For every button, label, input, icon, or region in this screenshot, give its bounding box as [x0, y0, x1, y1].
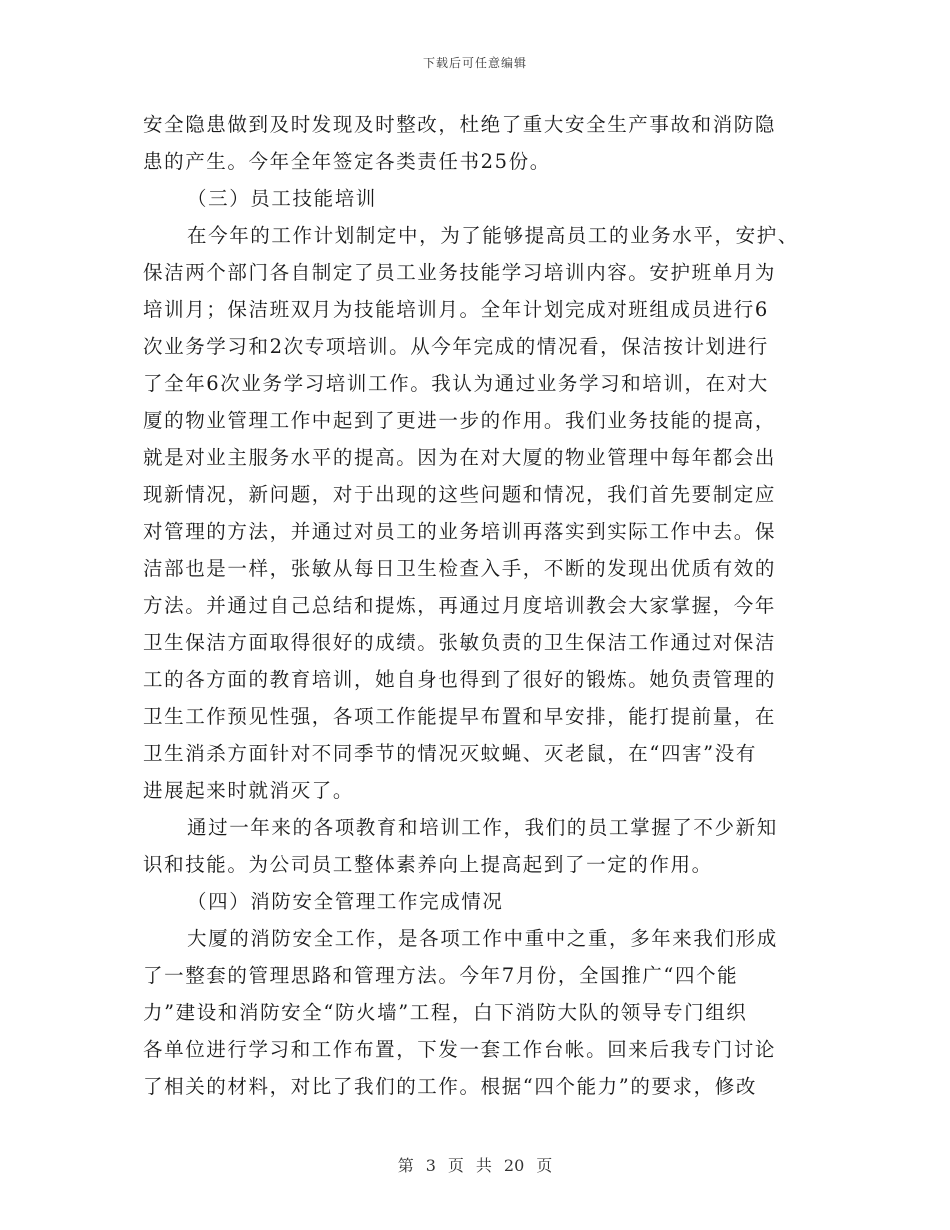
paragraph-line: 洁部也是一样，张敏从每日卫生检查入手，不断的发现出优质有效的 — [143, 557, 777, 580]
paragraph-line: 卫生保洁方面取得很好的成绩。张敏负责的卫生保洁工作通过对保洁 — [143, 631, 777, 654]
paragraph-line: 卫生消杀方面针对不同季节的情况灭蚊蝇、灭老鼠，在“四害”没有 — [143, 742, 757, 765]
paragraph-line: 在今年的工作计划制定中，为了能够提高员工的业务水平，安护、 — [187, 224, 799, 247]
paragraph-line: 患的产生。今年全年签定各类责任书25份。 — [143, 150, 551, 173]
paragraph-line: 方法。并通过自己总结和提炼，再通过月度培训教会大家掌握，今年 — [143, 594, 777, 617]
document-body — [143, 106, 803, 1105]
footer-page-number: 3 — [425, 1156, 436, 1175]
paragraph-line: 了一整套的管理思路和管理方法。今年7月份，全国推广“四个能 — [143, 964, 739, 987]
paragraph-line: 进展起来时就消灭了。 — [143, 779, 355, 802]
footer-total-word: 共 — [475, 1156, 492, 1175]
section-heading: （三）员工技能培训 — [187, 187, 377, 210]
paragraph-line: 力”建设和消防安全“防火墙”工程，白下消防大队的领导专门组织 — [143, 1001, 748, 1024]
paragraph-line: 厦的物业管理工作中起到了更进一步的作用。我们业务技能的提高， — [143, 409, 777, 432]
footer-suffix: 页 — [536, 1156, 553, 1175]
paragraph-line: 现新情况，新问题，对于出现的这些问题和情况，我们首先要制定应 — [143, 483, 777, 506]
section-heading: （四）消防安全管理工作完成情况 — [187, 890, 504, 913]
paragraph-line: 卫生工作预见性强，各项工作能提早布置和早安排，能打提前量，在 — [143, 705, 777, 728]
footer-total-pages: 20 — [503, 1156, 525, 1175]
paragraph-line: 培训月；保洁班双月为技能培训月。全年计划完成对班组成员进行6 — [143, 298, 769, 321]
paragraph-line: 对管理的方法，并通过对员工的业务培训再落实到实际工作中去。保 — [143, 520, 777, 543]
footer-page-word: 页 — [447, 1156, 464, 1175]
paragraph-line: 通过一年来的各项教育和培训工作，我们的员工掌握了不少新知 — [187, 816, 778, 839]
paragraph-line: 了全年6次业务学习培训工作。我认为通过业务学习和培训，在对大 — [143, 372, 769, 395]
paragraph-line: 次业务学习和2次专项培训。从今年完成的情况看，保洁按计划进行 — [143, 335, 769, 358]
paragraph-line: 安全隐患做到及时发现及时整改，杜绝了重大安全生产事故和消防隐 — [143, 113, 777, 136]
page-footer — [0, 1153, 950, 1176]
page-header: 下载后可任意编辑 — [422, 56, 527, 70]
paragraph-line: 就是对业主服务水平的提高。因为在对大厦的物业管理中每年都会出 — [143, 446, 777, 469]
paragraph-line: 了相关的材料，对比了我们的工作。根据“四个能力”的要求，修改 — [143, 1075, 757, 1098]
paragraph-line: 大厦的消防安全工作，是各项工作中重中之重，多年来我们形成 — [187, 927, 778, 950]
paragraph-line: 保洁两个部门各自制定了员工业务技能学习培训内容。安护班单月为 — [143, 261, 777, 284]
footer-prefix: 第 — [397, 1156, 414, 1175]
paragraph-line: 各单位进行学习和工作布置，下发一套工作台帐。回来后我专门讨论 — [143, 1038, 777, 1061]
paragraph-line: 识和技能。为公司员工整体素养向上提高起到了一定的作用。 — [143, 853, 713, 876]
paragraph-line: 工的各方面的教育培训，她自身也得到了很好的锻炼。她负责管理的 — [143, 668, 777, 691]
